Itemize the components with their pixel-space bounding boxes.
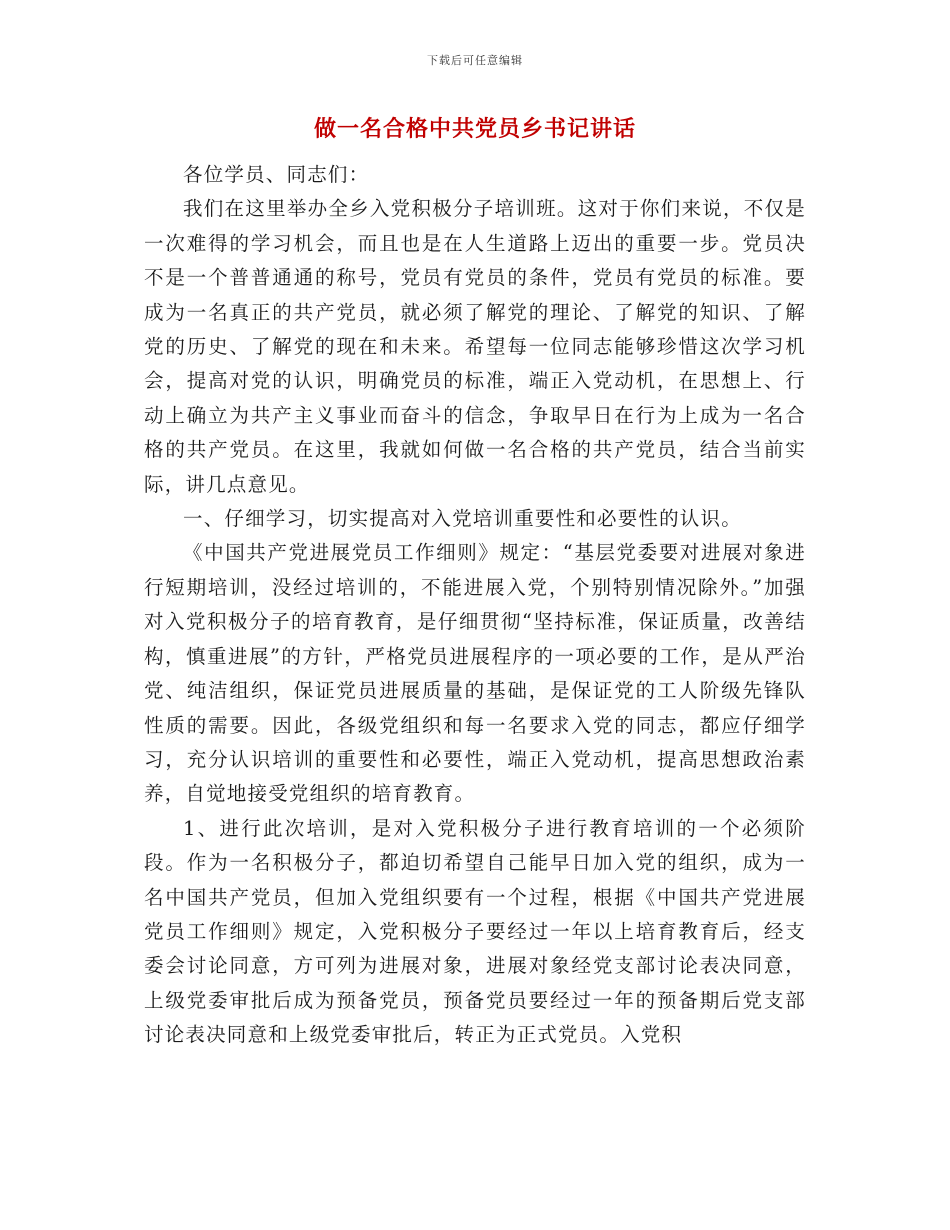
intro-paragraph: 我们在这里举办全乡入党积极分子培训班。这对于你们来说，不仅是一次难得的学习机会，而且也是在人生道路上迈出的重要一步。党员决不是一个普普通通的称号，党员有党员的条件，党员有党员的标准。要成为一名真正的共产党员，就必须了解党的理论、了解党的知识、了解党的历史、了解党的现在和未来。希望每一位同志能够珍惜这次学习机会，提高对党的认识，明确党员的标准，端正入党动机，在思想上、行动上确立为共产主义事业而奋斗的信念，争取早日在行为上成为一名合格的共产党员。在这里，我就如何做一名合格的共产党员，结合当前实际，讲几点意见。	[144, 197, 806, 496]
regulation-paragraph: 《中国共产党进展党员工作细则》规定：“基层党委要对进展对象进行短期培训，没经过培训的，不能进展入党，个别特别情况除外。”加强对入党积极分子的培育教育，是仔细贯彻“坚持标准，保证质量，改善结构，慎重进展”的方针，严格党员进展程序的一项必要的工作，是从严治党、纯洁组织，保证党员进展质量的基础，是保证党的工人阶级先锋队性质的需要。因此，各级党组织和每一名要求入党的同志，都应仔细学习，充分认识培训的重要性和必要性，端正入党动机，提高思想政治素养，自觉地接受党组织的培育教育。	[144, 541, 806, 806]
header-note: 下载后可任意编辑	[427, 54, 523, 67]
greeting-paragraph: 各位学员、同志们：	[183, 163, 370, 186]
document-body	[144, 158, 806, 1053]
section-heading-1: 一、仔细学习，切实提高对入党培训重要性和必要性的认识。	[183, 507, 742, 531]
point-1-paragraph: 1、进行此次培训，是对入党积极分子进行教育培训的一个必须阶段。作为一名积极分子，都迫切希望自己能早日加入党的组织，成为一名中国共产党员，但加入党组织要有一个过程，根据《中国共产党进展党员工作细则》规定，入党积极分子要经过一年以上培育教育后，经支委会讨论同意，方可列为进展对象，进展对象经党支部讨论表决同意，上级党委审批后成为预备党员，预备党员要经过一年的预备期后党支部讨论表决同意和上级党委审批后，转正为正式党员。入党积	[144, 816, 806, 1047]
document-title: 做一名合格中共党员乡书记讲话	[313, 116, 636, 142]
